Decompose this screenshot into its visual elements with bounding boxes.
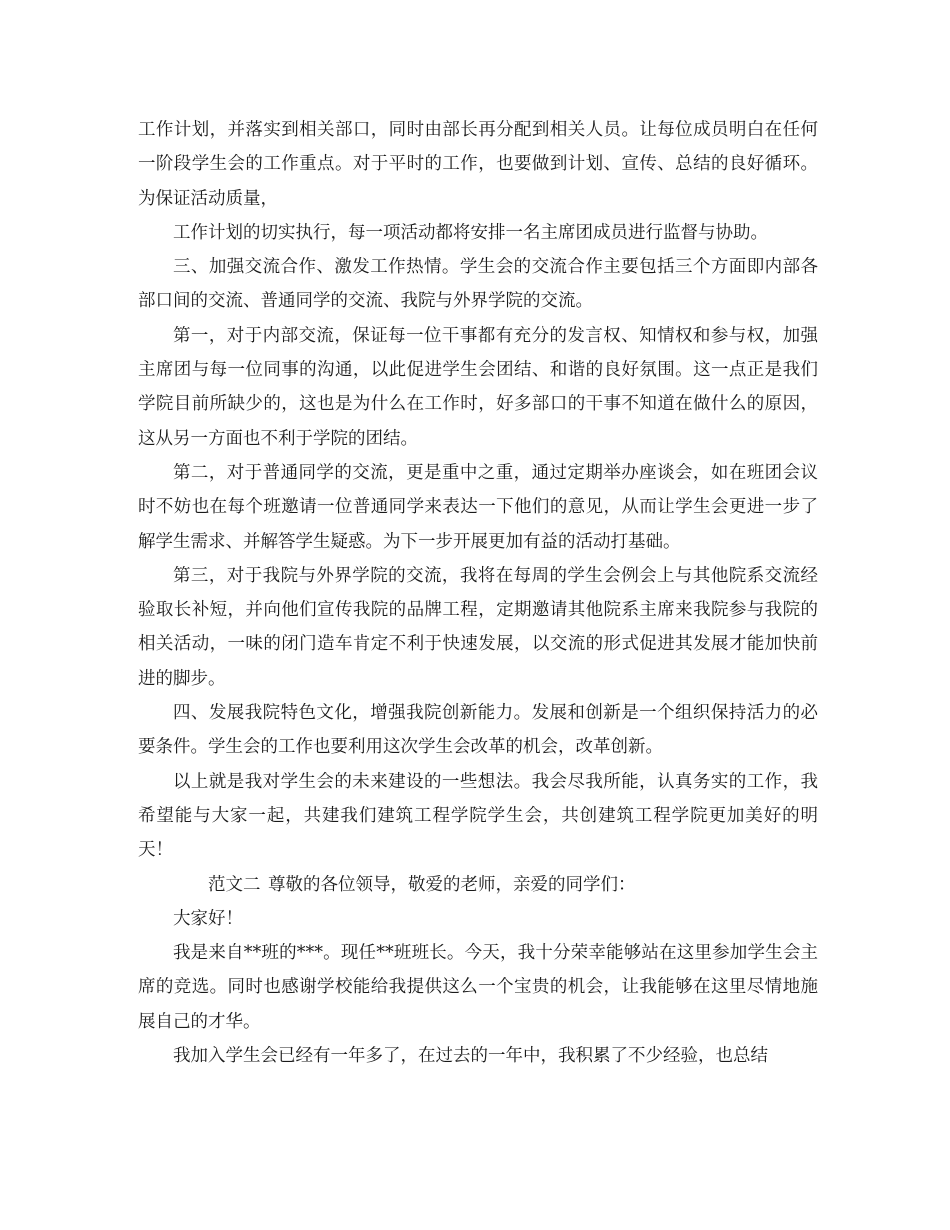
paragraph-plan-execution: 工作计划的切实执行，每一项活动都将安排一名主席团成员进行监督与协助。 — [173, 222, 768, 243]
sample-heading-line — [138, 868, 818, 902]
document-body — [138, 113, 818, 1073]
paragraph-self-intro: 我是来自**班的***。现任**班班长。今天，我十分荣幸能够站在这里参加学生会主席的竞选。同时也感谢学校能给我提供这么一个宝贵的机会，让我能够在这里尽情地施展自己的才华。 — [138, 943, 818, 1032]
salutation: 尊敬的各位领导，敬爱的老师，亲爱的同学们： — [268, 874, 636, 895]
greeting: 大家好！ — [173, 908, 243, 929]
paragraph-work-plan: 工作计划，并落实到相关部口，同时由部长再分配到相关人员。让每位成员明白在任何一阶段学生会的工作重点。对于平时的工作，也要做到计划、宣传、总结的良好循环。为保证活动质量， — [138, 120, 818, 209]
paragraph-second-students: 第二，对于普通同学的交流，更是重中之重，通过定期举办座谈会，如在班团会议时不妨也在每个班邀请一位普通同学来表达一下他们的意见，从而让学生会更进一步了解学生需求、并解答学生疑惑。为下一步开展更加有益的活动打基础。 — [138, 462, 818, 552]
paragraph-experience: 我加入学生会已经有一年多了，在过去的一年中，我积累了不少经验，也总结 — [173, 1046, 768, 1067]
paragraph-first-internal: 第一，对于内部交流，保证每一位干事都有充分的发言权、知情权和参与权，加强主席团与每一位同事的沟通，以此促进学生会团结、和谐的良好氛围。这一点正是我们学院目前所缺少的，这也是为什么在工作时，好多部口的干事不知道在做什么的原因，这从另一方面也不利于学院的团结。 — [138, 325, 818, 449]
sample-label: 范文二 — [208, 874, 261, 895]
paragraph-conclusion: 以上就是我对学生会的未来建设的一些想法。我会尽我所能，认真务实的工作，我希望能与大家一起，共建我们建筑工程学院学生会，共创建筑工程学院更加美好的明天！ — [138, 771, 818, 861]
paragraph-third-external: 第三，对于我院与外界学院的交流，我将在每周的学生会例会上与其他院系交流经验取长补短，并向他们宣传我院的品牌工程，定期邀请其他院系主席来我院参与我院的相关活动，一味的闭门造车肯定不利于快速发展，以交流的形式促进其发展才能加快前进的脚步。 — [138, 565, 818, 689]
paragraph-section-three: 三、加强交流合作、激发工作热情。学生会的交流合作主要包括三个方面即内部各部口间的交流、普通同学的交流、我院与外界学院的交流。 — [138, 257, 818, 312]
paragraph-section-four: 四、发展我院特色文化，增强我院创新能力。发展和创新是一个组织保持活力的必要条件。学生会的工作也要利用这次学生会改革的机会，改革创新。 — [138, 703, 818, 758]
